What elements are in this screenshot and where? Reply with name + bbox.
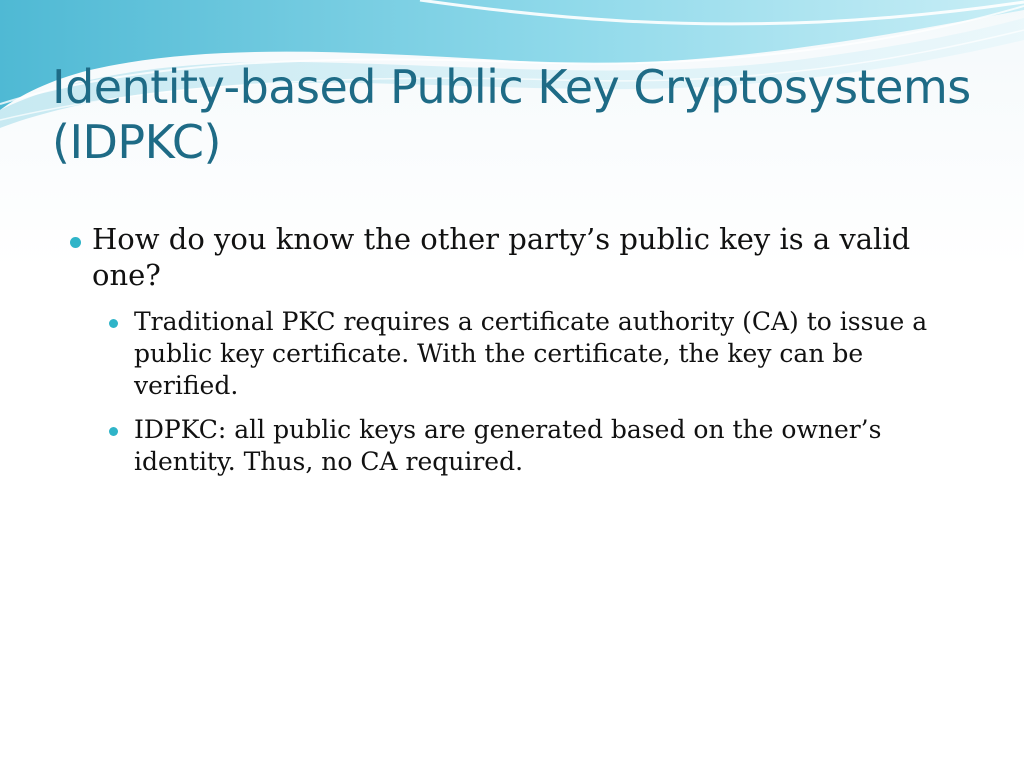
- sub-bullet-item: [64, 306, 974, 402]
- bullet-dot-icon: [109, 319, 118, 328]
- sub-bullet-item: [64, 414, 974, 478]
- bullet-item: [64, 222, 974, 294]
- bullet-text: How do you know the other party’s public key is a valid one?: [92, 222, 911, 292]
- bullet-list: [64, 222, 974, 478]
- sub-bullet-text: IDPKC: all public keys are generated based on the owner’s identity. Thus, no CA required.: [134, 414, 882, 476]
- slide-title: Identity-based Public Key Cryptosystems (IDPKC): [52, 60, 971, 170]
- bullet-dot-icon: [70, 237, 81, 248]
- sub-bullet-text: Traditional PKC requires a certificate authority (CA) to issue a public key certificate. With the certificate, the key can be verified.: [134, 306, 928, 400]
- bullet-dot-icon: [109, 427, 118, 436]
